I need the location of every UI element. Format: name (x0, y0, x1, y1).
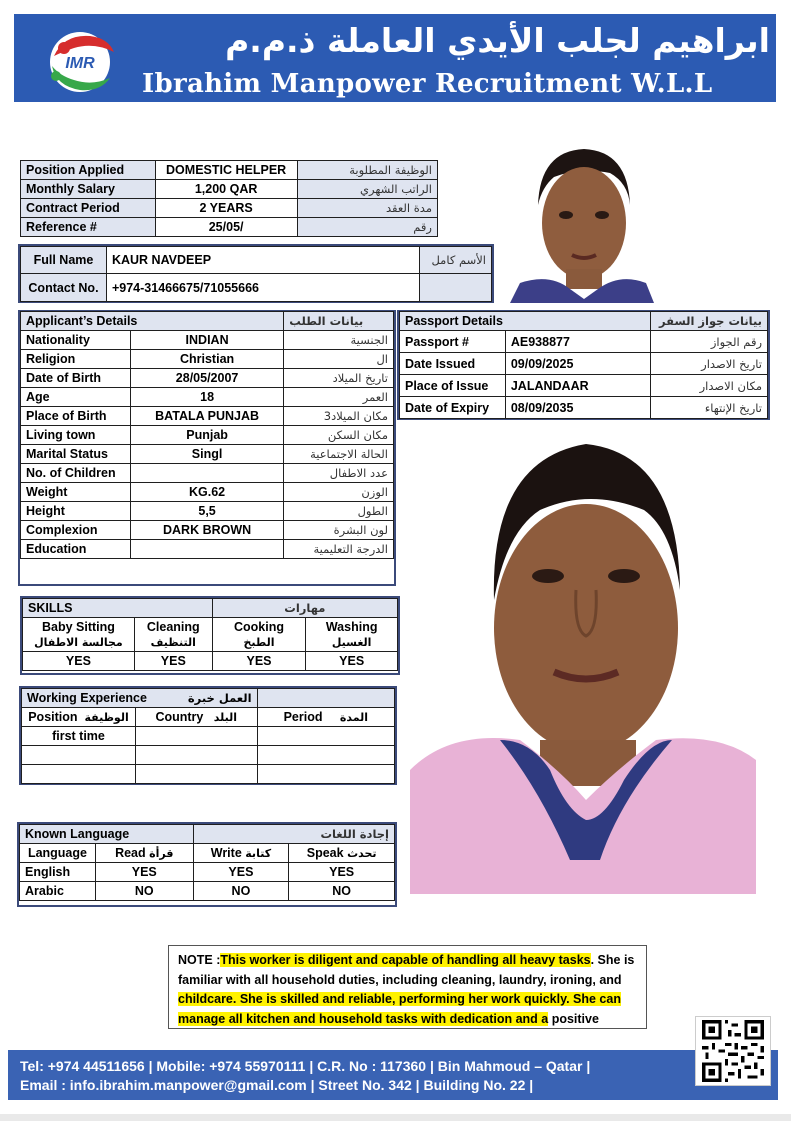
header-banner (14, 14, 776, 102)
col-en: Language (27, 846, 87, 860)
applicant-header: Applicant’s Details (21, 312, 284, 331)
experience-header (22, 689, 258, 708)
position-applied-value: DOMESTIC HELPER (155, 161, 297, 180)
passport-number-label-ar: رقم الجواز (651, 331, 768, 353)
experience-cell (22, 765, 136, 784)
col-ar: تحدث (347, 847, 377, 860)
languages-table (19, 824, 395, 901)
col-ar: الوظيفة (84, 711, 129, 724)
note-text-1: . She is familiar with all household duties, including cleaning, laundry, ironing, and (178, 953, 635, 987)
age-value: 18 (130, 388, 283, 407)
col-en: Speak (306, 846, 344, 860)
children-label: No. of Children (21, 464, 131, 483)
note-box (168, 945, 647, 1029)
table-row (21, 407, 394, 426)
date-issued-value: 09/09/2025 (505, 353, 650, 375)
height-label-ar: الطول (284, 502, 394, 521)
name-table (20, 246, 492, 302)
marital-status-value: Singl (130, 445, 283, 464)
experience-cell: first time (22, 727, 136, 746)
table-row (21, 247, 492, 274)
monthly-salary-value: 1,200 QAR (155, 180, 297, 199)
skills-header: SKILLS (23, 599, 213, 618)
experience-table (21, 688, 395, 784)
languages-header-ar: إجادة اللغات (193, 825, 394, 844)
table-row (22, 689, 395, 708)
table-row (20, 863, 395, 882)
table-row (21, 483, 394, 502)
weight-value: KG.62 (130, 483, 283, 502)
table-row (20, 882, 395, 901)
table-row (21, 388, 394, 407)
dob-label-ar: تاريخ الميلاد (284, 369, 394, 388)
table-row (21, 180, 438, 199)
qr-code-icon (695, 1016, 771, 1086)
col-language (20, 844, 96, 863)
table-row (22, 727, 395, 746)
passport-header-ar: بيانات جواز السفر (651, 312, 768, 331)
table-row (20, 844, 395, 863)
skill-en: Washing (325, 619, 378, 634)
full-name-label-ar: الأسم كامل (420, 247, 492, 274)
col-period (257, 708, 394, 727)
passport-number-value: AE938877 (505, 331, 650, 353)
skill-en: Baby Sitting (41, 620, 115, 634)
col-ar: المدة (339, 711, 368, 724)
table-row (21, 331, 394, 350)
experience-header-end (257, 689, 394, 708)
table-row (22, 708, 395, 727)
page-bottom-strip (0, 1114, 791, 1121)
col-en: Read (115, 846, 146, 860)
contract-period-value: 2 YEARS (155, 199, 297, 218)
nationality-label: Nationality (21, 331, 131, 350)
table-row (21, 502, 394, 521)
logo-text: IMR (65, 55, 95, 72)
table-row (21, 369, 394, 388)
applicant-header-ar: بيانات الطلب (284, 312, 394, 331)
table-row (400, 331, 768, 353)
table-row (21, 274, 492, 302)
nationality-label-ar: الجنسية (284, 331, 394, 350)
col-speak (289, 844, 395, 863)
age-label: Age (21, 388, 131, 407)
table-row (21, 426, 394, 445)
dob-value: 28/05/2007 (130, 369, 283, 388)
religion-value: Christian (130, 350, 283, 369)
skill-value: YES (306, 652, 398, 671)
table-row (400, 375, 768, 397)
experience-cell (257, 765, 394, 784)
skill-cleaning (134, 618, 212, 652)
contact-label: Contact No. (21, 274, 107, 302)
date-of-expiry-label-ar: تاريخ الإنتهاء (651, 397, 768, 419)
col-en: Country (155, 710, 204, 724)
col-write (193, 844, 289, 863)
language-cell: YES (289, 863, 395, 882)
language-cell: NO (289, 882, 395, 901)
col-en: Period (283, 710, 323, 724)
religion-label: Religion (21, 350, 131, 369)
full-name-label: Full Name (21, 247, 107, 274)
col-ar: البلد (213, 711, 238, 724)
experience-header-en: Working Experience (27, 691, 147, 705)
height-label: Height (21, 502, 131, 521)
living-town-label: Living town (21, 426, 131, 445)
passport-number-label: Passport # (400, 331, 506, 353)
monthly-salary-label: Monthly Salary (21, 180, 156, 199)
full-name-value: KAUR NAVDEEP (106, 247, 419, 274)
company-name-arabic: ابراهيم لجلب الأيدي العاملة ذ.م.م (225, 21, 770, 60)
weight-label: Weight (21, 483, 131, 502)
col-ar: قرأة (149, 847, 174, 860)
language-cell: English (20, 863, 96, 882)
place-of-issue-value: JALANDAAR (505, 375, 650, 397)
skills-header-ar: مهارات (212, 599, 397, 618)
table-row (400, 397, 768, 419)
reference-value: 25/05/ (155, 218, 297, 237)
skill-baby-sitting (23, 618, 135, 652)
skill-en: Cleaning (146, 619, 200, 634)
language-cell: YES (95, 863, 193, 882)
experience-cell (135, 746, 257, 765)
applicant-table (20, 311, 394, 559)
small-photo (510, 143, 654, 303)
contact-value: +974-31466675/71055666 (106, 274, 419, 302)
skill-cooking (212, 618, 306, 652)
table-row (21, 540, 394, 559)
age-label-ar: العمر (284, 388, 394, 407)
date-issued-label: Date Issued (400, 353, 506, 375)
table-row (400, 353, 768, 375)
skill-ar: الغسيل (331, 635, 372, 649)
language-cell: NO (193, 882, 289, 901)
company-name-english: Ibrahim Manpower Recruitment W.L.L (142, 69, 713, 99)
experience-cell (257, 746, 394, 765)
skills-table (22, 598, 398, 671)
skill-value: YES (134, 652, 212, 671)
complexion-label: Complexion (21, 521, 131, 540)
position-applied-label: Position Applied (21, 161, 156, 180)
table-row (20, 825, 395, 844)
table-row (400, 312, 768, 331)
position-applied-label-ar: الوظيفة المطلوبة (297, 161, 437, 180)
company-logo (34, 26, 126, 96)
table-row (23, 652, 398, 671)
education-value (130, 540, 283, 559)
place-of-issue-label-ar: مكان الاصدار (651, 375, 768, 397)
skill-ar: التنظيف (150, 635, 196, 649)
place-of-birth-value: BATALA PUNJAB (130, 407, 283, 426)
note-highlight-2: childcare. She is skilled and reliable, performing her work quickly. She can manage all kitchen and household tasks with dedication and a (178, 992, 621, 1026)
contract-period-label: Contract Period (21, 199, 156, 218)
experience-cell (22, 746, 136, 765)
table-row (22, 746, 395, 765)
col-country (135, 708, 257, 727)
skill-ar: الطبخ (243, 635, 275, 649)
col-ar: كتابة (245, 847, 272, 860)
table-row (21, 199, 438, 218)
education-label: Education (21, 540, 131, 559)
weight-label-ar: الوزن (284, 483, 394, 502)
table-row (23, 618, 398, 652)
passport-table (399, 311, 768, 419)
footer-address-line: Email : info.ibrahim.manpower@gmail.com | Street No. 342 | Building No. 22 | (20, 1077, 534, 1093)
complexion-value: DARK BROWN (130, 521, 283, 540)
skill-en: Cooking (234, 619, 284, 634)
footer-contact-line: Tel: +974 44511656 | Mobile: +974 55970111 | C.R. No : 117360 | Bin Mahmoud – Qatar | (20, 1058, 591, 1074)
col-en: Write (210, 846, 242, 860)
table-row (21, 521, 394, 540)
living-town-value: Punjab (130, 426, 283, 445)
skill-ar: مجالسة الاطفال (34, 636, 123, 649)
passport-header: Passport Details (400, 312, 651, 331)
date-issued-label-ar: تاريخ الاصدار (651, 353, 768, 375)
monthly-salary-label-ar: الراتب الشهري (297, 180, 437, 199)
children-value (130, 464, 283, 483)
table-row (21, 464, 394, 483)
reference-label: Reference # (21, 218, 156, 237)
complexion-label-ar: لون البشرة (284, 521, 394, 540)
table-row (21, 161, 438, 180)
experience-cell (135, 765, 257, 784)
experience-cell (135, 727, 257, 746)
height-value: 5,5 (130, 502, 283, 521)
col-read (95, 844, 193, 863)
col-position (22, 708, 136, 727)
table-row (22, 765, 395, 784)
contract-period-label-ar: مدة العقد (297, 199, 437, 218)
date-of-expiry-value: 08/09/2035 (505, 397, 650, 419)
col-en: Position (28, 710, 78, 724)
note-text-2: positive (548, 1011, 599, 1026)
skill-value: YES (23, 652, 135, 671)
note-highlight-1: This worker is diligent and capable of handling all heavy tasks (220, 953, 591, 967)
education-label-ar: الدرجة التعليمية (284, 540, 394, 559)
skill-washing (306, 618, 398, 652)
table-row (23, 599, 398, 618)
language-cell: Arabic (20, 882, 96, 901)
place-of-birth-label-ar: مكان الميلاد3 (284, 407, 394, 426)
large-photo (410, 440, 756, 894)
experience-cell (257, 727, 394, 746)
table-row (21, 312, 394, 331)
reference-label-ar: رقم (297, 218, 437, 237)
dob-label: Date of Birth (21, 369, 131, 388)
table-row (21, 445, 394, 464)
language-cell: NO (95, 882, 193, 901)
languages-header: Known Language (20, 825, 194, 844)
religion-label-ar: ال (284, 350, 394, 369)
nationality-value: INDIAN (130, 331, 283, 350)
experience-header-ar: العمل خبرة (187, 691, 252, 705)
footer-banner (8, 1050, 778, 1100)
table-row (21, 350, 394, 369)
living-town-label-ar: مكان السكن (284, 426, 394, 445)
skill-value: YES (212, 652, 306, 671)
contact-empty-cell (420, 274, 492, 302)
place-of-issue-label: Place of Issue (400, 375, 506, 397)
position-table (20, 160, 438, 237)
marital-status-label: Marital Status (21, 445, 131, 464)
table-row (21, 218, 438, 237)
children-label-ar: عدد الاطفال (284, 464, 394, 483)
marital-status-label-ar: الحالة الاجتماعية (284, 445, 394, 464)
note-prefix: NOTE : (178, 953, 221, 967)
place-of-birth-label: Place of Birth (21, 407, 131, 426)
language-cell: YES (193, 863, 289, 882)
date-of-expiry-label: Date of Expiry (400, 397, 506, 419)
